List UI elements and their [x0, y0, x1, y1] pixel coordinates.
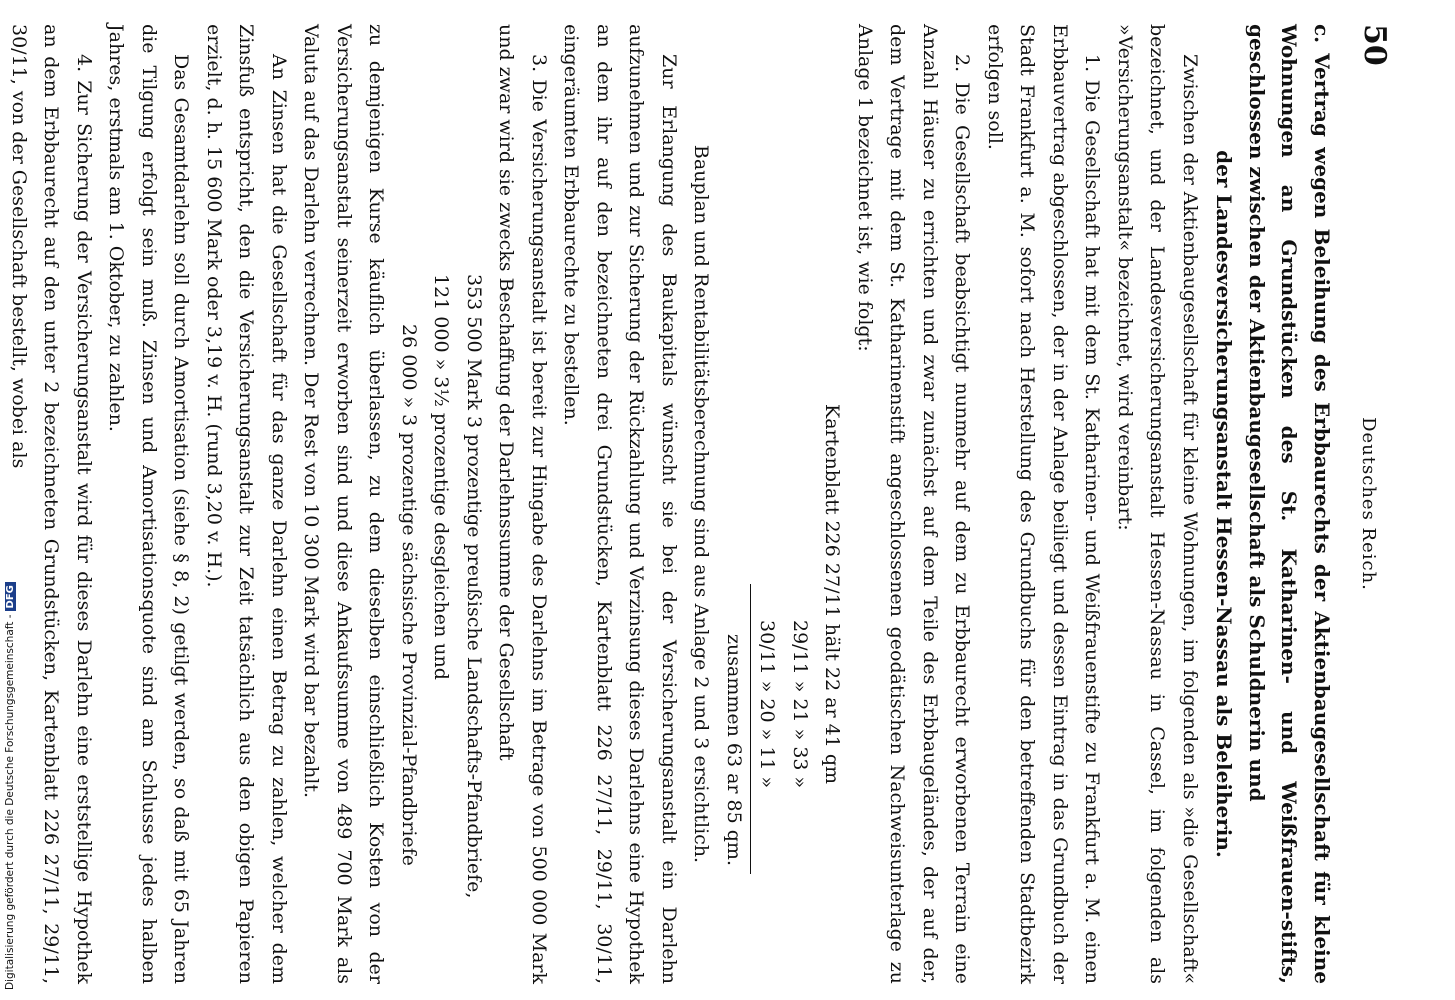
paragraph-1: 1. Die Gesellschaft hat mit dem St. Katharinen- und Weißfrauenstifte zu Frankfurt a. M. einen Erbbauvertrag abgeschlossen, der in der Anlage beiliegt und dessen Eintrag in das Grundbuch der Stadt Frankfurt a. M. sofort nach Herstellung des Grundbuchs für den betreffenden Stadtbezirk erfolgen soll. — [984, 24, 1104, 984]
paragraph-3c: An Zinsen hat die Gesellschaft für das ganze Darlehn einen Betrag zu zahlen, welcher dem Zinsfuß entspricht, den die Versicherungsanstalt zur Zeit tatsächlich aus den obigen Papieren erzielt, d. h. 15 600 Mark oder 3,19 v. H. (rund 3,20 v. H.). — [203, 24, 290, 984]
paragraph-3d: Das Gesamtdarlehn soll durch Amortisation (siehe § 8, 2) getilgt werden, so daß mit 65 Jahren die Tilgung erfolgt sein muß. Zinsen und Amortisationsquote sind am Schlusse jedes halben Jahres, erstmals am 1. Oktober, zu zahlen. — [105, 24, 193, 984]
bond-list-item-3: 26 000 » 3 prozentige sächsische Provinzial-Pfandbriefe — [398, 324, 420, 866]
intro-paragraph: Zwischen der Aktienbaugesellschaft für kleine Wohnungen, im folgenden als »die Gesellschaft« bezeichnet, und der Landesversicherungsanstalt Hessen-Nassau in Cassel, im folgenden als »Versicherungsanstalt« bezeichnet, wird vereinbart: — [1114, 24, 1201, 984]
paragraph-3: 3. Die Versicherungsanstalt ist bereit zur Hingabe des Darlehns im Betrage von 500 000 Mark und zwar wird sie zwecks Beschaffung der Darlehnssumme der Gesellschaft — [495, 24, 550, 984]
section-title-last-line: der Landesversicherungsanstalt Hessen-Nassau als Beleiherin. — [1212, 150, 1237, 858]
bond-list-item-1: 353 500 Mark 3 prozentige preußische Landschafts-Pfandbriefe, — [463, 274, 485, 899]
kartenblatt-sum: zusammen 63 ar 85 qm. — [718, 584, 752, 874]
page-number: 50 — [1357, 24, 1392, 66]
kartenblatt-line-1: Kartenblatt 226 27/11 hält 22 ar 41 qm — [821, 404, 844, 785]
paragraph-3b: zu demjenigen Kurse käuflich überlassen, zu dem dieselben einschließlich Kosten von der Versicherungsanstalt seinerzeit erworben sind und diese Ankaufssumme von 489 700 Mark als Valuta auf das Darlehn verrechnen. Der Rest von 10 300 Mark wird bar bezahlt. — [300, 24, 388, 984]
section-title: c. Vertrag wegen Beleihung des Erbbaurechts der Aktienbaugesellschaft für kleine Wohnungen an Grundstücken des St. Katharinen- und Weißfrauen-stifts, geschlossen zwischen der Aktienbaugesellschaft als Schuldnerin und — [1245, 24, 1334, 984]
bond-list-item-2: 121 000 » 3½ prozentige desgleichen und — [430, 274, 453, 680]
credit-text: Digitalisierung gefördert durch die Deutsche Forschungsgemeinschaft - — [4, 614, 16, 990]
page-header — [1338, 24, 1390, 984]
dfg-logo-icon: DFG — [5, 582, 16, 611]
paragraph-2: 2. Die Gesellschaft beabsichtigt nunmehr auf dem zu Erbbaurecht erworbenen Terrain eine Anzahl Häuser zu errichten und zwar zunächst auf dem Teile des Erbbaugeländes, der auf der, dem Vertrage mit dem St. Katharinenstift angeschlossenen geodätischen Nachweisunterlage zu Anlage 1 bezeichnet ist, wie folgt: — [854, 24, 974, 984]
kartenblatt-line-3: 30/11 » 20 » 11 » — [756, 620, 779, 789]
digitization-credit — [4, 582, 16, 990]
kartenblatt-line-2: 29/11 » 21 » 33 » — [789, 620, 811, 789]
digitization-credit-band — [0, 0, 22, 1000]
running-head: Deutsches Reich. — [1358, 417, 1379, 591]
paragraph-2c: Zur Erlangung des Baukapitals wünscht sie bei der Versicherungsanstalt ein Darlehn aufzunehmen und zur Sicherung der Rückzahlung und Verzinsung dieses Darlehns eine Hypothek an dem ihr auf den bezeichneten drei Grundstücken, Kartenblatt 226 27/11, 29/11, 30/11, eingeräumten Erbbaurechte zu bestellen. — [560, 24, 680, 984]
paragraph-4: 4. Zur Sicherung der Versicherungsanstalt wird für dieses Darlehn eine erststellige Hypothek an dem Erbbaurecht auf den unter 2 bezeichneten Grundstücken, Kartenblatt 226 27/11, 29/11, 30/11, von der Gesellschaft bestellt, wobei als — [8, 24, 95, 984]
paragraph-2b: Bauplan und Rentabilitätsberechnung sind aus Anlage 2 und 3 ersichtlich. — [690, 144, 713, 864]
